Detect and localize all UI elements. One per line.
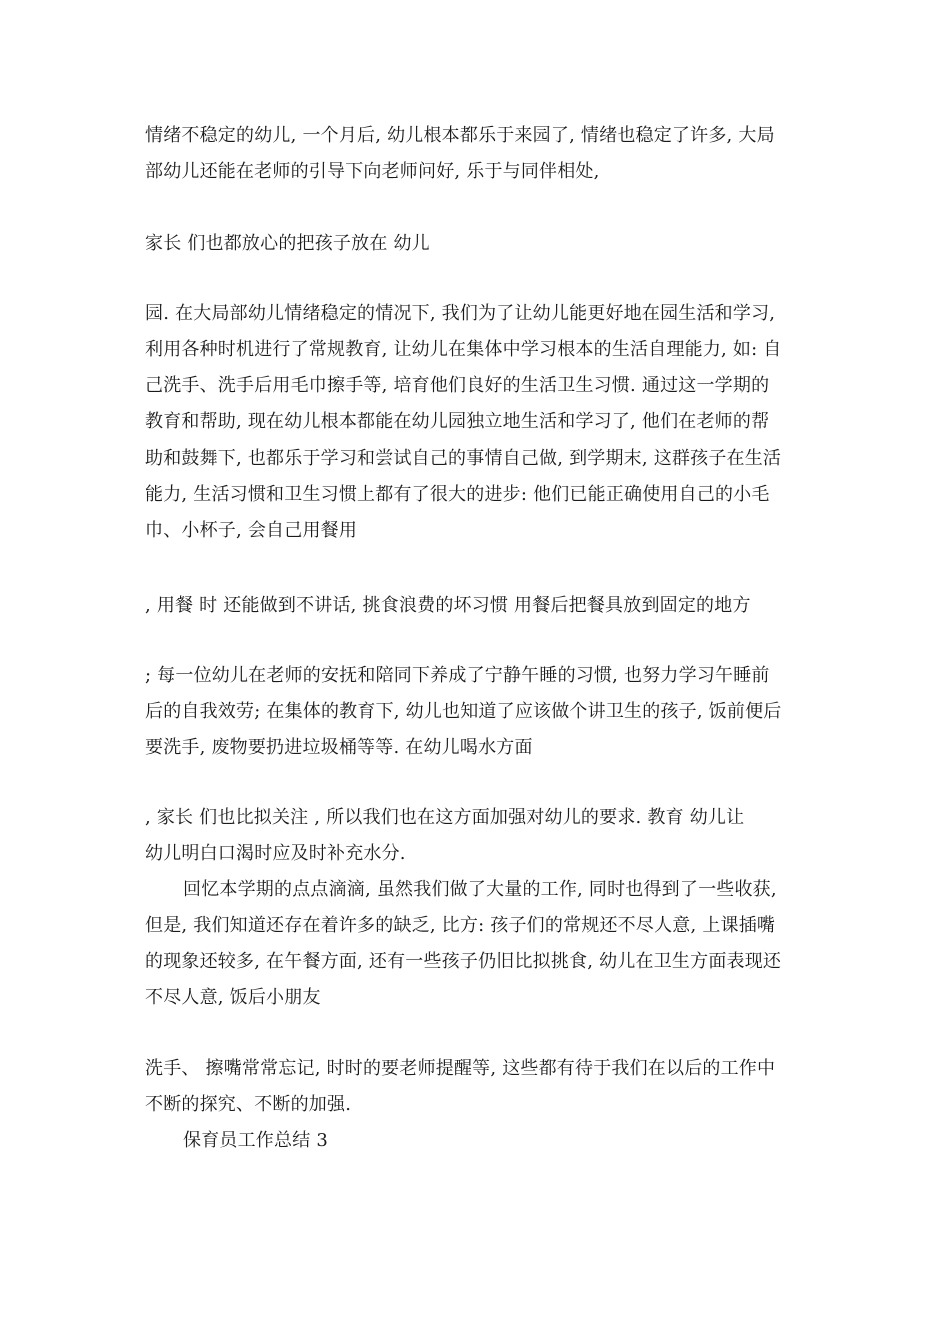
text-line: 洗手、 擦嘴常常忘记, 时时的要老师提醒等, 这些都有待于我们在以后的工作中 [145,1058,776,1079]
text-line: 后的自我效劳; 在集体的教育下, 幼儿也知道了应该做个讲卫生的孩子, 饭前便后 [145,701,782,722]
text-line: 部幼儿还能在老师的引导下向老师问好, 乐于与同伴相处, [145,161,600,182]
section-heading: 保育员工作总结 3 [183,1130,328,1151]
text-line: 不尽人意, 饭后小朋友 [145,987,321,1008]
paragraph-first-line: 回忆本学期的点点滴滴, 虽然我们做了大量的工作, 同时也得到了一些收获, [183,879,777,900]
text-line: 教育和帮助, 现在幼儿根本都能在幼儿园独立地生活和学习了, 他们在老师的帮 [145,411,770,432]
text-line: 助和鼓舞下, 也都乐于学习和尝试自己的事情自己做, 到学期末, 这群孩子在生活 [145,448,782,469]
text-line: 利用各种时机进行了常规教育, 让幼儿在集体中学习根本的生活自理能力, 如: 自 [145,339,782,360]
text-line: ; 每一位幼儿在老师的安抚和陪同下养成了宁静午睡的习惯, 也努力学习午睡前 [145,665,770,686]
text-line: , 家长 们也比拟关注 , 所以我们也在这方面加强对幼儿的要求. 教育 幼儿让 [145,807,745,828]
text-line: , 用餐 时 还能做到不讲话, 挑食浪费的坏习惯 用餐后把餐具放到固定的地方 [145,595,751,616]
text-line: 巾、小杯子, 会自己用餐用 [145,520,358,541]
text-line: 的现象还较多, 在午餐方面, 还有一些孩子仍旧比拟挑食, 幼儿在卫生方面表现还 [145,951,782,972]
text-line: 幼儿明白口渴时应及时补充水分. [145,843,406,864]
text-line: 不断的探究、不断的加强. [145,1094,352,1115]
text-line: 家长 们也都放心的把孩子放在 幼儿 [145,233,430,254]
text-line: 能力, 生活习惯和卫生习惯上都有了很大的进步: 他们已能正确使用自己的小毛 [145,484,770,505]
text-line: 园. 在大局部幼儿情绪稳定的情况下, 我们为了让幼儿能更好地在园生活和学习, [145,303,776,324]
text-line: 己洗手、洗手后用毛巾擦手等, 培育他们良好的生活卫生习惯. 通过这一学期的 [145,375,770,396]
text-line: 要洗手, 废物要扔进垃圾桶等等. 在幼儿喝水方面 [145,737,533,758]
text-line: 情绪不稳定的幼儿, 一个月后, 幼儿根本都乐于来园了, 情绪也稳定了许多, 大局 [145,125,775,146]
text-line: 但是, 我们知道还存在着许多的缺乏, 比方: 孩子们的常规还不尽人意, 上课插嘴 [145,915,776,936]
